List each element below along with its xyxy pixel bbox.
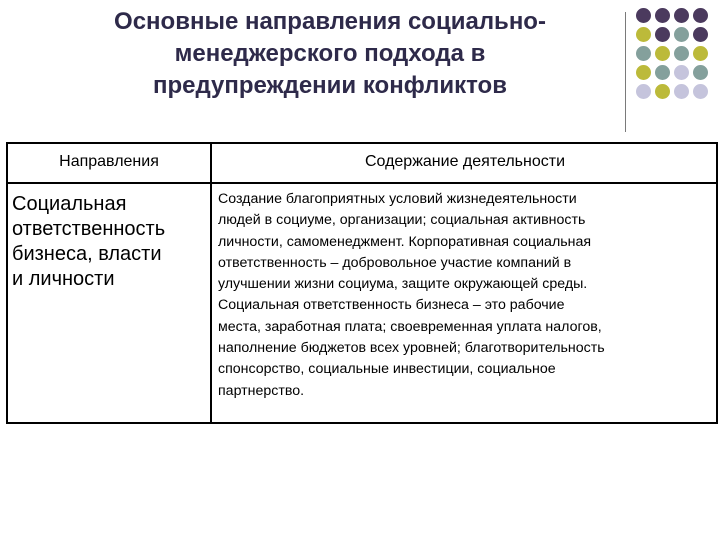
direction-line: бизнеса, власти bbox=[12, 243, 162, 265]
decorative-dot bbox=[693, 46, 708, 61]
slide-title bbox=[40, 6, 620, 102]
content-line: партнерство. bbox=[218, 382, 305, 399]
title-line: менеджерского подхода в bbox=[174, 40, 486, 67]
content-line: места, заработная плата; своевременная уплата налогов, bbox=[218, 318, 602, 335]
decorative-dot bbox=[636, 8, 651, 23]
decorative-dot bbox=[655, 65, 670, 80]
content-line: наполнение бюджетов всех уровней; благотворительность bbox=[218, 340, 605, 357]
content-line: улучшении жизни социума, защите окружающей среды. bbox=[218, 276, 588, 293]
title-line: Основные направления социально- bbox=[114, 8, 546, 35]
decorative-dot bbox=[693, 27, 708, 42]
decorative-dot-grid bbox=[636, 8, 720, 104]
decorative-dot bbox=[693, 65, 708, 80]
table-header-row bbox=[8, 144, 716, 184]
decorative-dot bbox=[636, 27, 651, 42]
decorative-dot bbox=[655, 27, 670, 42]
direction-line: Социальная bbox=[12, 193, 127, 215]
content-line: людей в социуме, организации; социальная активность bbox=[218, 212, 586, 229]
decorative-dot bbox=[693, 84, 708, 99]
direction-line: ответственность bbox=[12, 218, 166, 240]
decorative-dot bbox=[674, 84, 689, 99]
decorative-dot bbox=[636, 46, 651, 61]
decorative-dot bbox=[674, 27, 689, 42]
content-line: Социальная ответственность бизнеса – это рабочие bbox=[218, 297, 565, 314]
column-divider bbox=[210, 144, 212, 422]
decorative-dot bbox=[674, 65, 689, 80]
direction-cell bbox=[12, 192, 208, 292]
title-line: предупреждении конфликтов bbox=[153, 72, 507, 99]
content-line: Создание благоприятных условий жизнедеятельности bbox=[218, 191, 577, 207]
decorative-dot bbox=[636, 65, 651, 80]
decorative-dot bbox=[674, 8, 689, 23]
decorative-dot bbox=[655, 46, 670, 61]
content-line: личности, самоменеджмент. Корпоративная социальная bbox=[218, 233, 592, 250]
content-line: ответственность – добровольное участие компаний в bbox=[218, 254, 572, 271]
decorative-dot bbox=[655, 84, 670, 99]
direction-line: и личности bbox=[12, 268, 115, 290]
decorative-dot bbox=[636, 84, 651, 99]
directions-table bbox=[6, 142, 718, 424]
decorative-dot bbox=[674, 46, 689, 61]
decorative-vertical-line bbox=[625, 12, 626, 132]
header-direction: Направления bbox=[59, 153, 159, 170]
header-content: Содержание деятельности bbox=[364, 153, 566, 170]
decorative-dot bbox=[655, 8, 670, 23]
decorative-dot bbox=[693, 8, 708, 23]
content-cell bbox=[218, 189, 718, 402]
content-line: спонсорство, социальные инвестиции, социальное bbox=[218, 361, 556, 378]
